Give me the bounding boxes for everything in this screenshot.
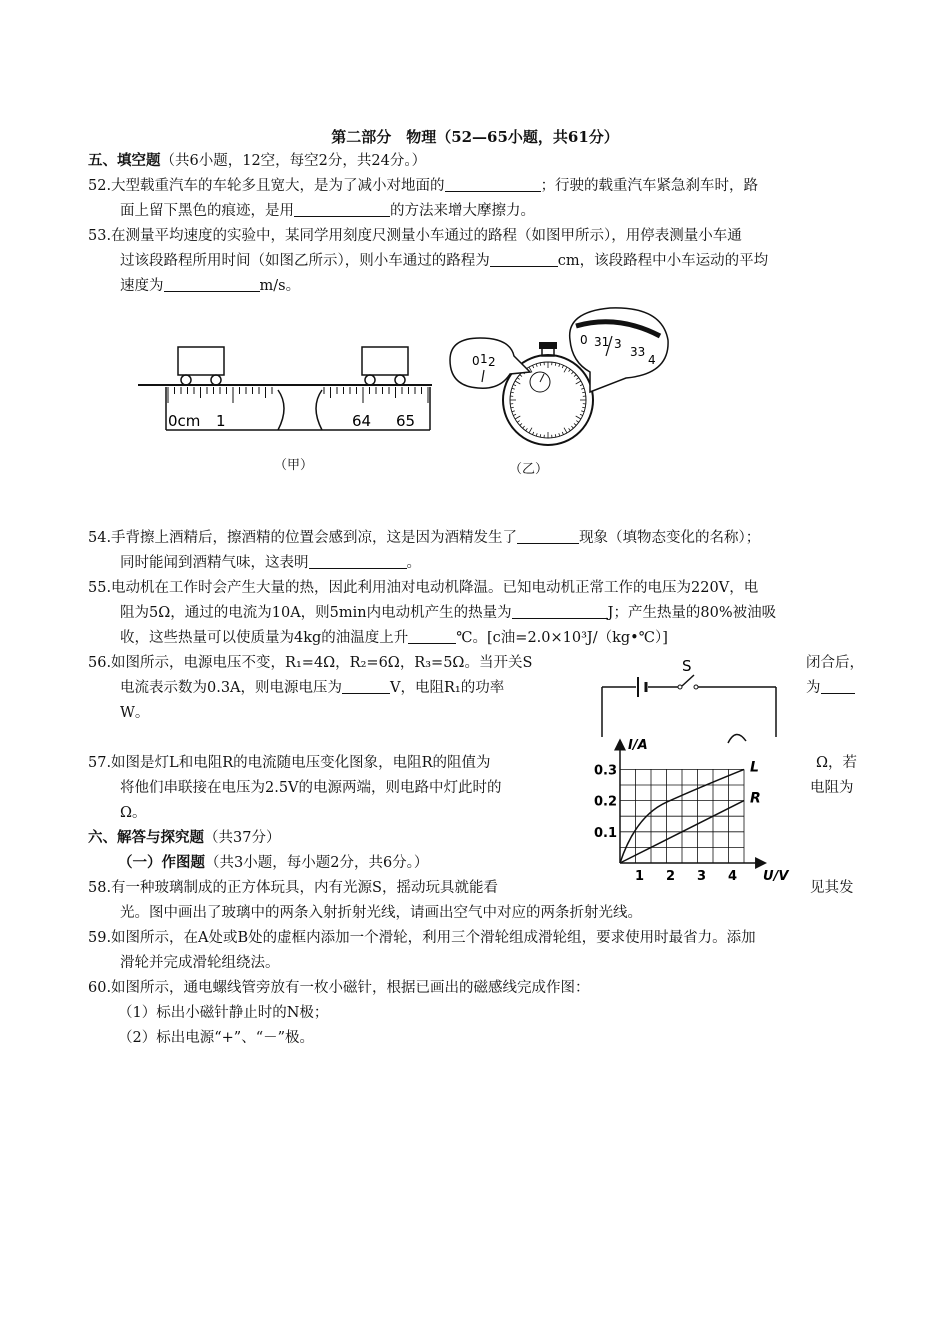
q59-line2: 滑轮并完成滑轮组绕法。 [120,955,280,971]
ruler-ticks [168,387,428,403]
dial-tick [571,372,573,374]
dial-tick [564,428,567,433]
q53-line3: 速度为 m/s。 [120,278,301,294]
cart-wheel [181,375,191,385]
q52-line1: 52.大型载重汽车的车轮多且宽大，是为了减小对地面的 ；行驶的载重汽车紧急刹车时，路 [88,178,759,194]
q54-line2: 同时能闻到酒精气味，这表明 。 [120,555,421,571]
dial-tick [580,414,583,415]
series-r-label: R [750,790,761,807]
q52-line2: 面上留下黑色的痕迹，是用 的方法来增大摩擦力。 [120,203,535,219]
switch-label: S [682,657,692,675]
seconds-label: 0 [580,333,588,347]
y-tick-label: 0.1 [594,825,618,841]
page-title: 第二部分 物理（52—65小题，共61分） [331,128,619,146]
q60-sub1: （1）标出小磁针静止时的N极； [118,1005,329,1021]
q60-line1: 60.如图所示，通电螺线管旁放有一枚小磁针，根据已画出的磁感线完成作图： [88,980,590,996]
q53-line2: 过该段路程所用时间（如图乙所示），则小车通过的路程为 cm，该段路程中小车运动的平均 [120,253,769,269]
q55-line1: 55.电动机在工作时会产生大量的热，因此利用油对电动机降温。已知电动机正常工作的电压为220V，电 [88,580,759,596]
subdial-label: 2 [488,355,496,369]
dial-tick [576,416,581,419]
dial-tick [511,407,514,408]
y-tick-label: 0.2 [594,794,618,810]
ruler-break [278,390,284,430]
dial-tick [536,433,537,436]
dial-tick [559,433,560,436]
q58-line2: 光。图中画出了玻璃中的两条入射折射光线，请画出空气中对应的两条折射光线。 [120,905,642,921]
dial-tick [576,381,581,384]
q55-line3: 收，这些热量可以使质量为4kg的油温度上升 ℃。[c油=2.0×10³J/（kg•℃）] [120,630,668,646]
ruler-label: 1 [216,412,226,430]
dial-tick [576,421,578,423]
dial-tick [569,369,571,371]
seconds-label: 4 [648,353,656,367]
dial-tick [511,392,514,393]
dial-tick [562,365,563,368]
cart-left [178,347,224,375]
dial-tick [512,411,515,412]
dial-tick [564,367,567,372]
dial-tick [581,411,584,412]
dial-tick [533,432,534,435]
dial-tick [581,388,584,389]
switch-contact [694,685,698,689]
dial-tick [520,423,522,425]
q54-line1: 54.手背擦上酒精后，擦酒精的位置会感到凉，这是因为酒精发生了 现象（填物态变化的名称）； [88,530,761,546]
q57-line1: 57.如图是灯L和电阻R的电流随电压变化图象，电阻R的阻值为 [88,755,491,771]
subdial-label: 1 [480,352,488,366]
q56-line1: 56.如图所示，电源电压不变，R₁=4Ω，R₂=6Ω，R₃=5Ω。当开关S [88,655,533,671]
dial-tick [523,426,525,428]
cart-wheel [211,375,221,385]
q56-line2-right: 为 [806,677,855,699]
dial-tick [562,432,563,435]
answer-blank[interactable] [294,202,390,217]
answer-blank[interactable] [490,252,558,267]
q57-line2: 将他们串联接在电压为2.5V的电源两端，则电路中灯此时的 [120,780,502,796]
q59-line1: 59.如图所示，在A处或B处的虚框内添加一个滑轮，利用三个滑轮组成滑轮组，要求使用时最省力。添加 [88,930,756,946]
x-tick-label: 3 [697,869,707,884]
dial-tick [555,434,556,437]
switch-lever [682,675,694,686]
dial-tick [559,364,560,367]
dial-tick [582,392,585,393]
subdial-label: 0 [472,354,480,368]
q58-line1-right: 见其发 [810,880,854,896]
dial-tick [520,375,522,377]
answer-blank[interactable] [512,604,608,619]
stopwatch-figure [440,300,680,460]
answer-blank[interactable] [408,629,456,644]
dial-tick [513,414,516,415]
ruler-label: 65 [396,412,416,430]
x-tick-label: 4 [728,869,738,884]
dial-tick [571,426,573,428]
answer-blank[interactable] [821,679,855,694]
subsection-1-heading: （一）作图题（共3小题，每小题2分，共6分。） [118,854,429,871]
dial-tick [540,434,541,437]
q53-line1: 53.在测量平均速度的实验中，某同学用刻度尺测量小车通过的路程（如图甲所示），用停表测量小车通 [88,228,742,244]
section-5-heading: 五、填空题（共6小题，12空，每空2分，共24分。） [88,152,427,169]
figure-caption-yi: （乙） [509,462,549,477]
ruler-figure [130,335,440,435]
dial-tick [512,388,515,389]
q60-sub2: （2）标出电源“+”、“－”极。 [118,1030,315,1046]
ruler-break [316,390,322,430]
dial-tick [513,385,516,386]
q56-line1-right: 闭合后， [806,655,864,671]
chart-grid [620,769,744,863]
dial-tick [580,385,583,386]
answer-blank[interactable] [342,679,390,694]
dial-tick [574,423,576,425]
answer-blank[interactable] [445,177,541,192]
seconds-label: 33 [630,345,646,359]
dial-tick [540,363,541,366]
dial-tick [529,428,532,433]
cart-wheel [365,375,375,385]
dial-tick [582,407,585,408]
q55-line2: 阻为5Ω，通过的电流为10A，则5min内电动机产生的热量为 J；产生热量的80%被油吸 [120,605,777,621]
switch-contact [678,685,682,689]
ruler-label: 0cm [168,412,201,430]
dial-tick [517,421,519,423]
dial-tick [533,365,534,368]
q57-line2-right: 电阻为 [810,780,854,796]
dial-tick [569,428,571,430]
x-axis-label: U/V [763,869,789,884]
dial-tick [515,381,520,384]
cart-right [362,347,408,375]
series-l-label: L [750,759,759,776]
y-tick-label: 0.3 [594,763,618,779]
q58-line1: 58.有一种玻璃制成的正方体玩具，内有光源S，摇动玩具就能看 [88,880,498,896]
ruler-label: 64 [352,412,372,430]
q56-line3: W。 [120,705,150,721]
y-axis-label: I/A [628,738,648,753]
dial-tick [555,363,556,366]
answer-blank[interactable] [164,277,260,292]
q56-line2: 电流表示数为0.3A，则电源电压为 V，电阻R₁的功率 [120,680,505,696]
answer-blank[interactable] [517,529,579,544]
dial-tick [515,416,520,419]
q57-line1-right: Ω，若 [816,755,858,771]
dial-tick [574,375,576,377]
dial-tick [536,364,537,367]
iu-chart [588,735,798,890]
section-6-heading: 六、解答与探究题（共37分） [88,829,281,846]
dial-tick [526,428,528,430]
x-tick-label: 1 [635,869,645,884]
stopwatch-button [539,342,557,349]
seconds-label: 31 [594,335,610,349]
cart-wheel [395,375,405,385]
answer-blank[interactable] [309,554,407,569]
minute-hand [540,374,544,382]
figure-caption-jia: （甲） [274,458,314,473]
dial-tick [576,378,578,380]
x-tick-label: 2 [666,869,676,884]
q57-line3: Ω。 [120,805,147,821]
seconds-label: 3 [614,337,622,351]
dial-tick [517,378,519,380]
